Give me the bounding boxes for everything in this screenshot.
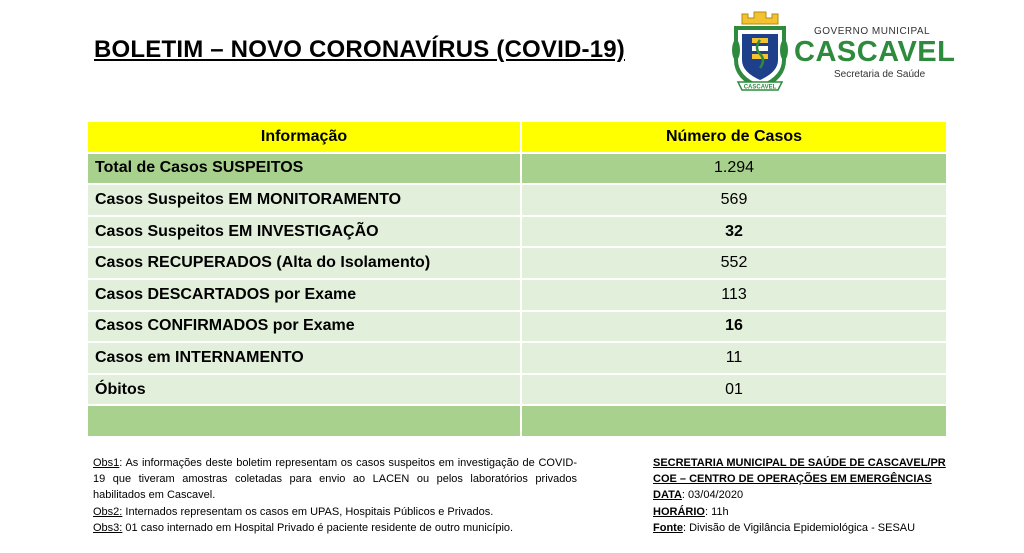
info-source-label: Fonte bbox=[653, 521, 683, 534]
row-label: Casos Suspeitos EM INVESTIGAÇÃO bbox=[88, 217, 520, 247]
logo-secretariat-label: Secretaria de Saúde bbox=[834, 69, 926, 80]
table-header-row bbox=[88, 122, 946, 152]
row-value: 32 bbox=[522, 217, 946, 247]
row-label: Casos em INTERNAMENTO bbox=[88, 343, 520, 373]
table-row bbox=[88, 185, 946, 215]
row-value: 569 bbox=[522, 185, 946, 215]
info-source-value: : Divisão de Vigilância Epidemiológica - SESAU bbox=[682, 521, 916, 534]
obs-1-text: : As informações deste boletim representam os casos suspeitos em investigação de COVID-19 que tiveram amostras coletadas para envio ao LACEN ou pelos laboratórios privados habilitados em Cascavel. bbox=[93, 457, 577, 502]
obs-2-tag: Obs2: bbox=[93, 505, 123, 518]
header-case-count: Número de Casos bbox=[522, 122, 946, 152]
cascavel-logo bbox=[722, 8, 956, 98]
row-label: Casos RECUPERADOS (Alta do Isolamento) bbox=[88, 248, 520, 278]
obs-3-tag: Obs3: bbox=[93, 521, 123, 534]
empty-cell bbox=[522, 406, 946, 436]
table-row bbox=[88, 248, 946, 278]
obs-1 bbox=[93, 455, 577, 504]
table-row bbox=[88, 343, 946, 373]
header-information: Informação bbox=[88, 122, 520, 152]
info-date-label: DATA bbox=[653, 489, 682, 502]
obs-1-tag: Obs1 bbox=[93, 457, 120, 469]
row-value: 552 bbox=[522, 248, 946, 278]
row-label: Casos DESCARTADOS por Exame bbox=[88, 280, 520, 310]
logo-city-name: CASCAVEL bbox=[794, 36, 956, 68]
row-value: 01 bbox=[522, 375, 946, 405]
empty-cell bbox=[88, 406, 520, 436]
table-row bbox=[88, 154, 946, 184]
table-row bbox=[88, 217, 946, 247]
logo-ribbon-text: CASCAVEL bbox=[743, 84, 777, 91]
row-value: 16 bbox=[522, 312, 946, 342]
obs-3 bbox=[93, 520, 577, 536]
cases-table bbox=[86, 120, 948, 438]
table-row bbox=[88, 280, 946, 310]
obs-2 bbox=[93, 504, 577, 520]
row-label: Óbitos bbox=[88, 375, 520, 405]
page-title: BOLETIM – NOVO CORONAVÍRUS (COVID-19) bbox=[94, 36, 625, 63]
row-value: 11 bbox=[522, 343, 946, 373]
row-label: Total de Casos SUSPEITOS bbox=[88, 154, 520, 184]
logo-government-label: GOVERNO MUNICIPAL bbox=[814, 26, 931, 37]
row-value: 113 bbox=[522, 280, 946, 310]
info-date-value: : 03/04/2020 bbox=[681, 489, 744, 502]
coat-of-arms-icon bbox=[728, 10, 792, 96]
info-secretariat: SECRETARIA MUNICIPAL DE SAÚDE DE CASCAVEL/PR bbox=[653, 457, 946, 469]
row-label: Casos CONFIRMADOS por Exame bbox=[88, 312, 520, 342]
obs-3-text: 01 caso internado em Hospital Privado é paciente residente de outro município. bbox=[122, 521, 514, 534]
bulletin-info bbox=[653, 455, 953, 536]
table-footer-row bbox=[88, 406, 946, 436]
row-value: 1.294 bbox=[522, 154, 946, 184]
info-time-label: HORÁRIO bbox=[653, 505, 705, 518]
info-coe: COE – CENTRO DE OPERAÇÕES EM EMERGÊNCIAS bbox=[653, 473, 932, 486]
observations bbox=[93, 455, 577, 536]
table-row bbox=[88, 312, 946, 342]
info-time-value: : 11h bbox=[704, 505, 729, 518]
table-row bbox=[88, 375, 946, 405]
obs-2-text: Internados representam os casos em UPAS, Hospitais Públicos e Privados. bbox=[122, 505, 494, 518]
row-label: Casos Suspeitos EM MONITORAMENTO bbox=[88, 185, 520, 215]
